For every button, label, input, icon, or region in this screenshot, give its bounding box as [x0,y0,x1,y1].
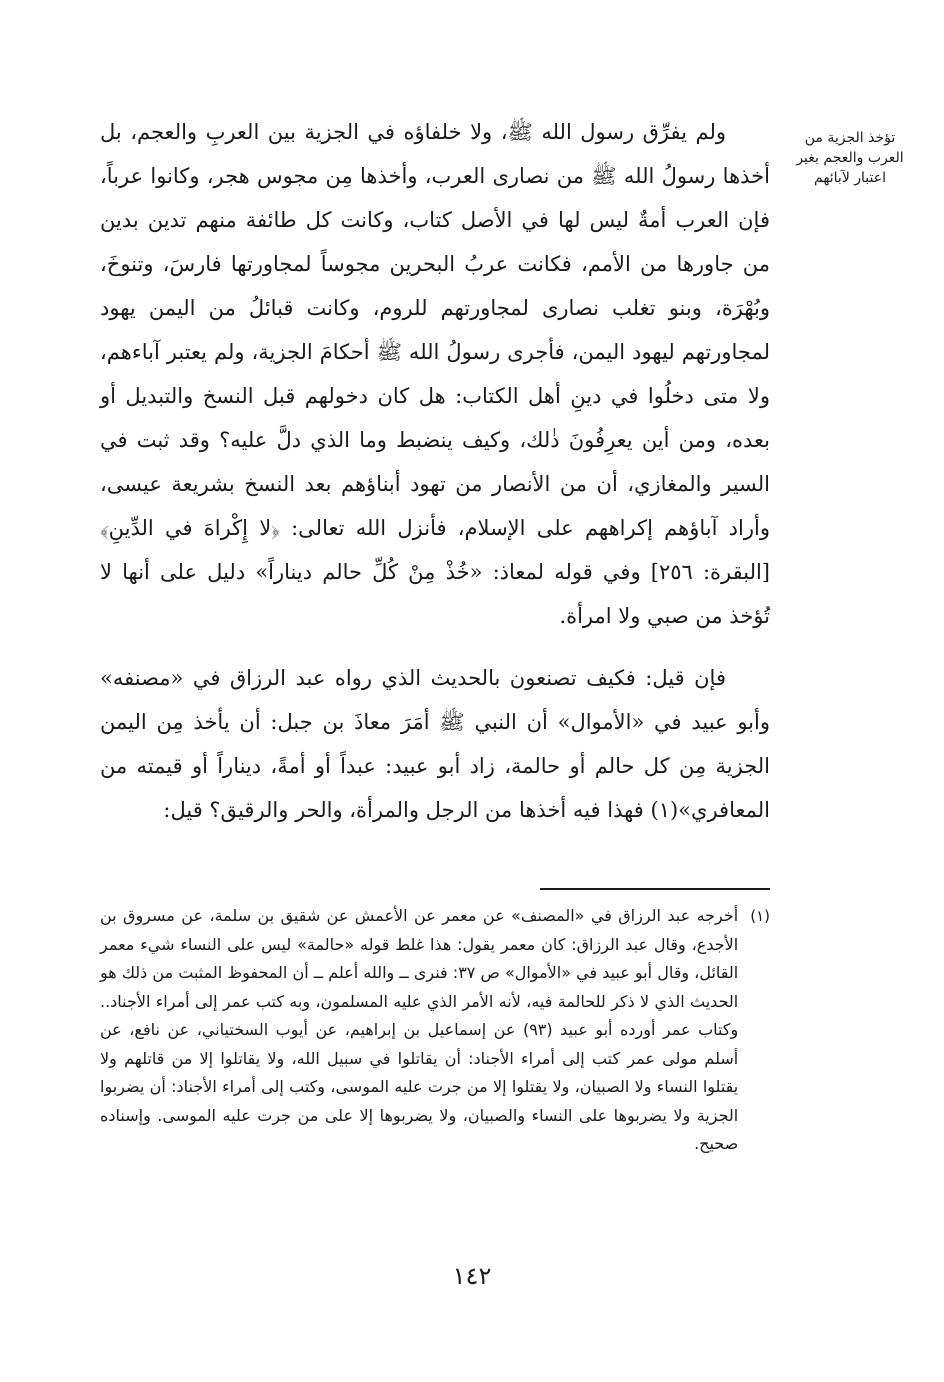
footnote-divider [540,888,770,890]
footnote [100,902,770,1159]
paragraph: فإن قيل: فكيف تصنعون بالحديث الذي رواه عبد الرزاق في «مصنفه» وأبو عبيد في «الأموال» أن النبي ﷺ أمَرَ معاذَ بن جبل: أن يأخذ مِن اليمن الجزية مِن كل حالم أو حالمة، زاد أبو عبيد: عبداً أو أمةً، ديناراً أو قيمته من المعافري»(١) فهذا فيه أخذها من الرجل والمرأة، والحر والرقيق؟ قيل: [100,666,770,822]
margin-note: تؤخذ الجزية من العرب والعجم بغير اعتبار لآبائهم [796,130,904,186]
footnote-number: (١) [750,907,770,925]
footnote-text: أخرجه عبد الرزاق في «المصنف» عن معمر عن الأعمش عن شقيق بن سلمة، عن مسروق بن الأجدع، وقال عبد الرزاق: كان معمر يقول: هذا غلط قوله «حالمة» ليس على النساء شيء معمر القائل، وقال أبو عبيد في «الأموال» ص ٣٧: فنرى ــ والله أعلم ــ أن المحفوظ المثبت من ذلك هو الحديث الذي لا ذكر للحالمة فيه، لأنه الأمر الذي عليه المسلمون، وبه كتب عمر إلى أمراء الأجناد.. وكتاب عمر أورده أبو عبيد (٩٣) عن إسماعيل بن إبراهيم، عن أيوب السختياني، عن نافع، عن أسلم مولى عمر كتب إلى أمراء الأجناد: أن يقاتلوا في سبيل الله، ولا يقاتلوا إلا من قاتلهم ولا يقتلوا النساء ولا الصبيان، ولا يقتلوا إلا من جرت عليه الموسى، وكتب إلى أمراء الأجناد: أن يضربوا الجزية ولا يضربوها على النساء والصبيان، ولا يضربوها إلا على من جرت عليه الموسى. وإسناده صحيح. [100,906,739,1153]
page-number: ١٤٢ [452,1262,492,1290]
paragraph: ولم يفرِّق رسول الله ﷺ، ولا خلفاؤه في الجزية بين العربِ والعجم، بل أخذها رسولُ الله ﷺ من نصارى العرب، وأخذها مِن مجوس هجر، وكانوا عرباً، فإن العرب أمةٌ ليس لها في الأصل كتاب، وكانت كل طائفة منهم تدين بدين من جاورها من الأمم، فكانت عربُ البحرين مجوساً لمجاورتها فارسَ، وتنوخَ، وبُهْرَة، وبنو تغلب نصارى لمجاورتهم للروم، وكانت قبائلُ من اليمن يهود لمجاورتهم ليهود اليمن، فأجرى رسولُ الله ﷺ أحكامَ الجزية، ولم يعتبر آباءهم، ولا متى دخلُوا في دينِ أهل الكتاب: هل كان دخولهم قبل النسخ والتبديل أو بعده، ومن أين يعرِفُونَ ذٰلك، وكيف ينضبط وما الذي دلَّ عليه؟ وقد ثبت في السير والمغازي، أن من الأنصار من تهود أبناؤهم بعد النسخ بشريعة عيسى، وأراد آباؤهم إكراههم على الإسلام، فأنزل الله تعالى: ﴿لا إِكْراهَ في الدِّينِ﴾ [البقرة: ٢٥٦] وفي قوله لمعاذ: «خُذْ مِنْ كُلِّ حالم ديناراً» دليل على أنها لا تُؤخذ من صبي ولا امرأة. [100,120,770,628]
main-text [100,110,770,832]
